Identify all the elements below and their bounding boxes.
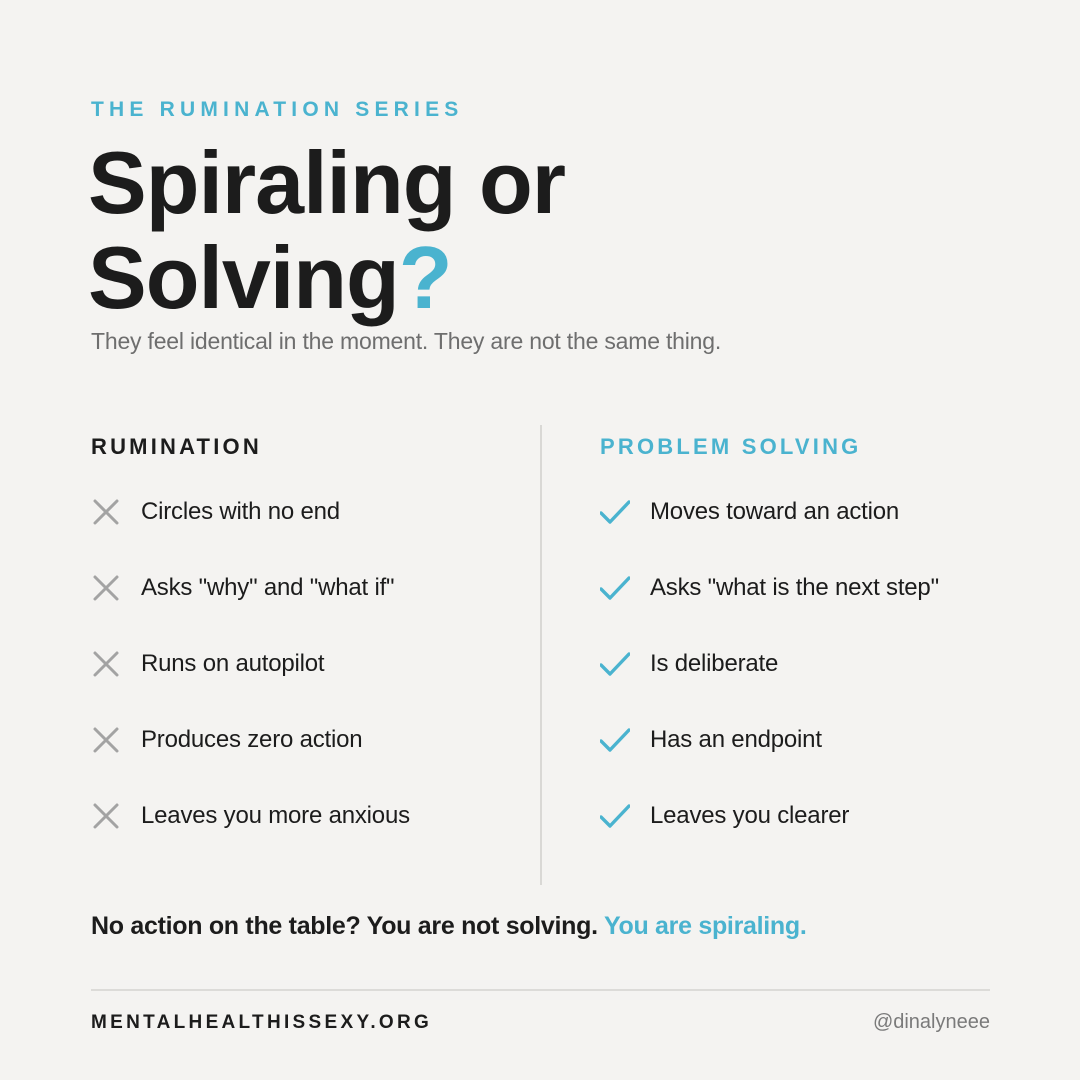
solving-list bbox=[600, 497, 1020, 877]
title-question-mark: ? bbox=[398, 228, 452, 327]
rumination-list bbox=[91, 497, 511, 877]
solving-heading: PROBLEM SOLVING bbox=[600, 434, 862, 459]
footer-handle: @dinalyneee bbox=[872, 1011, 990, 1033]
solving-item-text: Has an endpoint bbox=[650, 726, 822, 753]
check-icon bbox=[600, 573, 630, 603]
rumination-item-text: Circles with no end bbox=[141, 498, 340, 525]
page-title bbox=[88, 135, 565, 325]
rumination-item bbox=[91, 497, 511, 573]
title-word-solving: Solving bbox=[88, 228, 399, 327]
cross-icon bbox=[91, 649, 121, 679]
subtitle: They feel identical in the moment. They are not the same thing. bbox=[91, 328, 722, 354]
footer-divider bbox=[91, 989, 990, 991]
solving-item bbox=[600, 649, 1020, 725]
cross-icon bbox=[91, 725, 121, 755]
rumination-item-text: Runs on autopilot bbox=[141, 650, 325, 677]
solving-item bbox=[600, 725, 1020, 801]
solving-item-text: Leaves you clearer bbox=[650, 802, 850, 829]
solving-item-text: Moves toward an action bbox=[650, 498, 900, 525]
footer-website: MENTALHEALTHISSEXY.ORG bbox=[91, 1012, 433, 1033]
cross-icon bbox=[91, 801, 121, 831]
conclusion-text: No action on the table? You are not solving. bbox=[91, 912, 598, 940]
rumination-item bbox=[91, 649, 511, 725]
check-icon bbox=[600, 497, 630, 527]
solving-item-text: Asks "what is the next step" bbox=[650, 574, 939, 601]
title-line-1: Spiraling or bbox=[88, 133, 565, 232]
solving-item bbox=[600, 497, 1020, 573]
solving-item bbox=[600, 801, 1020, 877]
column-divider bbox=[540, 425, 542, 885]
conclusion-statement bbox=[91, 912, 806, 941]
conclusion-accent: You are spiraling. bbox=[603, 912, 807, 940]
rumination-item-text: Asks "why" and "what if" bbox=[141, 574, 395, 601]
check-icon bbox=[600, 801, 630, 831]
rumination-column bbox=[91, 432, 410, 829]
cross-icon bbox=[91, 573, 121, 603]
rumination-item-text: Leaves you more anxious bbox=[141, 802, 410, 829]
solving-column bbox=[600, 432, 939, 829]
solving-item bbox=[600, 573, 1020, 649]
check-icon bbox=[600, 649, 630, 679]
rumination-item bbox=[91, 801, 511, 877]
solving-item-text: Is deliberate bbox=[650, 650, 779, 677]
rumination-item bbox=[91, 725, 511, 801]
check-icon bbox=[600, 725, 630, 755]
cross-icon bbox=[91, 497, 121, 527]
rumination-item-text: Produces zero action bbox=[141, 726, 363, 753]
rumination-item bbox=[91, 573, 511, 649]
series-label: THE RUMINATION SERIES bbox=[91, 98, 464, 121]
rumination-heading: RUMINATION bbox=[91, 434, 262, 459]
title-line-2 bbox=[88, 230, 565, 325]
